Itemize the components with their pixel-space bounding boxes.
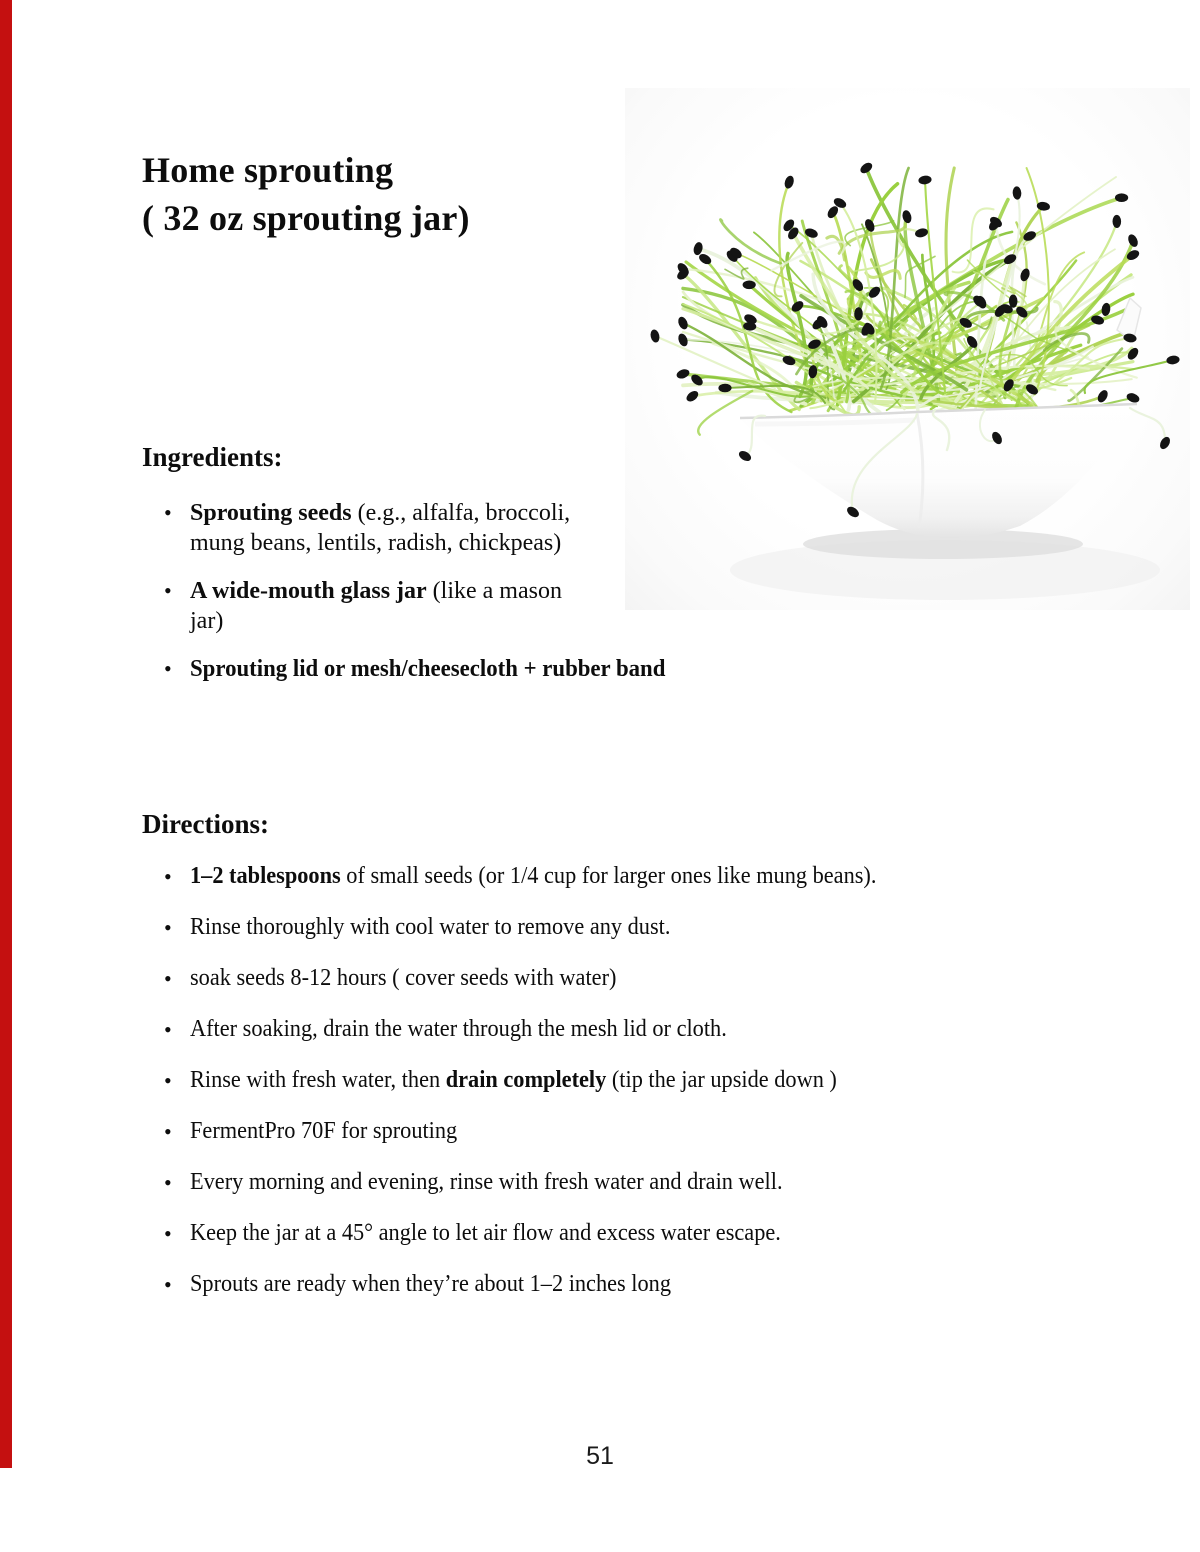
list-item: [142, 1168, 1122, 1197]
bullet-icon: •: [164, 1272, 172, 1297]
list-item: [142, 1015, 1122, 1044]
direction-text: 1–2 tablespoons of small seeds (or 1/4 cup for larger ones like mung beans).: [190, 863, 877, 889]
page-title: [142, 146, 470, 242]
bullet-icon: •: [164, 915, 172, 940]
page-number: 51: [586, 1442, 614, 1470]
list-item: [142, 1270, 1122, 1299]
page-title-line2: ( 32 oz sprouting jar): [142, 198, 470, 238]
ingredients-list: [142, 498, 702, 702]
sprouts-photo: [625, 88, 1190, 610]
ingredient-text: Sprouting seeds (e.g., alfalfa, broccoli, mung beans, lentils, radish, chickpeas): [190, 500, 571, 556]
bullet-icon: •: [164, 1017, 172, 1042]
direction-text: After soaking, drain the water through the mesh lid or cloth.: [190, 1016, 727, 1042]
bullet-icon: •: [164, 1119, 172, 1144]
direction-text: soak seeds 8-12 hours ( cover seeds with water): [190, 965, 617, 991]
bullet-icon: •: [164, 500, 172, 525]
list-item: [142, 1117, 1122, 1146]
direction-text: Rinse thoroughly with cool water to remove any dust.: [190, 914, 671, 940]
sprouts-photo-frame: [625, 88, 1190, 610]
bullet-icon: •: [164, 1170, 172, 1195]
ingredients-heading: Ingredients:: [142, 442, 283, 472]
list-item: [142, 576, 702, 636]
directions-list: [142, 862, 1122, 1321]
list-item: [142, 1066, 1122, 1095]
direction-text: Keep the jar at a 45° angle to let air flow and excess water escape.: [190, 1220, 781, 1246]
list-item: [142, 913, 1122, 942]
direction-text: FermentPro 70F for sprouting: [190, 1118, 458, 1144]
bullet-icon: •: [164, 1068, 172, 1093]
ingredient-text: A wide-mouth glass jar (like a mason jar): [190, 578, 562, 634]
bullet-icon: •: [164, 656, 172, 681]
list-item: [142, 498, 702, 558]
red-accent-bar: [0, 0, 12, 1468]
bullet-icon: •: [164, 864, 172, 889]
ingredient-text: Sprouting lid or mesh/cheesecloth + rubber band: [190, 656, 666, 682]
list-item: [142, 1219, 1122, 1248]
direction-text: Sprouts are ready when they’re about 1–2 inches long: [190, 1271, 671, 1297]
bullet-icon: •: [164, 966, 172, 991]
bullet-icon: •: [164, 578, 172, 603]
list-item: [142, 964, 1122, 993]
page-title-line1: Home sprouting: [142, 150, 394, 190]
bullet-icon: •: [164, 1221, 172, 1246]
direction-text: Rinse with fresh water, then drain completely (tip the jar upside down ): [190, 1067, 837, 1093]
list-item: [142, 654, 702, 684]
direction-text: Every morning and evening, rinse with fresh water and drain well.: [190, 1169, 783, 1195]
directions-heading: Directions:: [142, 809, 269, 839]
list-item: [142, 862, 1122, 891]
